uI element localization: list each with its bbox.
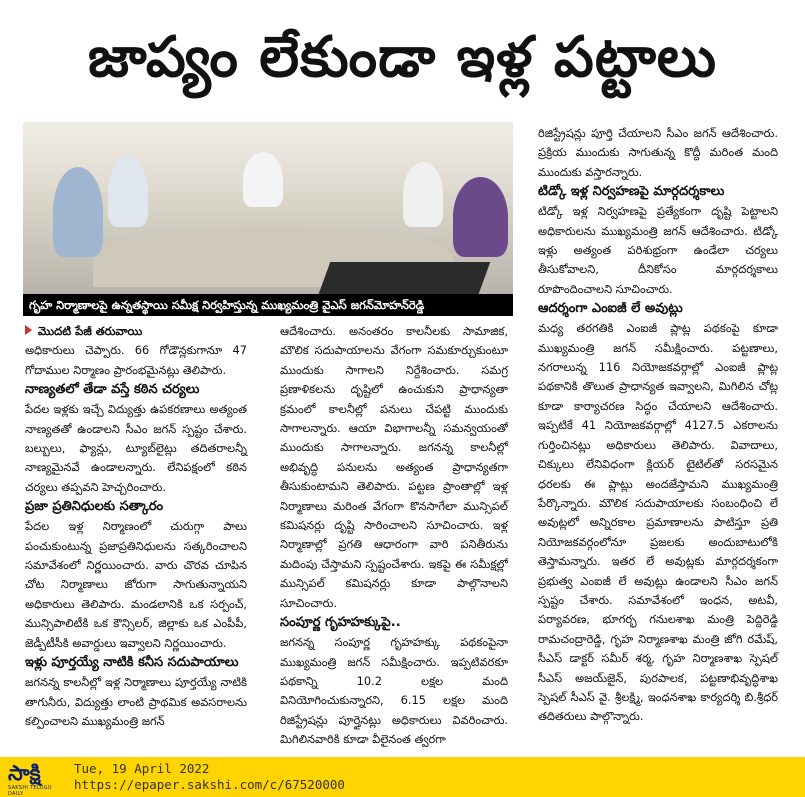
photo-caption: గృహ నిర్మాణాలపై ఉన్నతస్థాయి సమీక్ష నిర్వహిస్తున్న ముఖ్యమంత్రి వైఎస్ జగన్‌మోహన్‌రెడ్డి (23, 294, 513, 316)
paragraph: టిడ్కో ఇళ్ల నిర్వహణపై ప్రత్యేకంగా దృష్టి పెట్టాలని అధికారులను ముఖ్యమంత్రి జగన్ ఆదేశించారు. టిడ్కో ఇళ్లు అత్యంత పరిశుభ్రంగా ఉండేలా చర్యలు తీసుకోవాలని, దీనికోసం మార్గదర్శకాలు రూపొందించాలని సూచించారు. (538, 204, 778, 296)
headline: జాప్యం లేకుండా ఇళ్ల పట్టాలు (88, 25, 717, 90)
photo-person (403, 162, 443, 227)
column-right (538, 124, 778, 727)
photo-person (53, 167, 103, 257)
continued-from-label: మొదటి పేజీ తరువాయి (38, 324, 143, 338)
paragraph: పేదల ఇళ్ల నిర్మాణంలో చురుగ్గా పాలు పంచుకుంటున్న ప్రజాప్రతినిధులను సత్కరించాలని సమావేశంలో నిర్ణయించారు. వారు చొరవ చూపిన చోట నిర్మాణాలు జోరుగా సాగుతున్నాయని అధికారులు తెలిపారు. మండలానికి ఒక సర్పంచ్, మున్సిపాలిటీకి ఒక కౌన్సిలర్, జిల్లాకు ఒక ఎంపీపీ, జెడ్పీటీసీకి అవార్డులు ఇవ్వాలని నిర్ణయించారు. (25, 519, 247, 650)
paragraph: జగనన్న కాలనీల్లో ఇళ్ల నిర్మాణాలు పూర్తయ్యే నాటికి తాగునీరు, విద్యుత్తు లాంటి ప్రాథమిక అవసరాలను కల్పించాలని ముఖ్యమంత్రి జగన్ (25, 675, 247, 728)
footer-bar (0, 757, 805, 797)
subheading: టిడ్కో ఇళ్ల నిర్వహణపై మార్గదర్శకాలు (538, 184, 725, 200)
subheading: ఆదర్శంగా ఎంఐజీ లే అవుట్లు (538, 301, 683, 317)
triangle-right-icon (25, 325, 32, 335)
photo-monitor (316, 262, 491, 294)
paragraph: మధ్య తరగతికి ఎంఐజీ ప్లాట్ల పథకంపై కూడా ముఖ్యమంత్రి జగన్ సమీక్షించారు. పట్టణాలు, నగరాలున్న 116 నియోజకవర్గాల్లో ఎంఐజీ ప్లాట్ల పథకానికి తొలుత ప్రాధాన్యత ఇవ్వాలని, మిగిలిన చోట్ల కూడా కార్యాచరణ సిద్ధం చేయాలని ఆదేశించారు. ఇప్పటికే 41 నియోజకవర్గాల్లో 4127.5 ఎకరాలను గుర్తించినట్లు అధికారులు తెలిపారు. వివాదాలు, చిక్కులు లేనివిధంగా క్లియర్ టైటిల్‌తో సరసమైన ధరలకు ఈ ప్లాట్లు అందజేస్తామని ముఖ్యమంత్రి పేర్కొన్నారు. మౌలిక సదుపాయాలకు సంబంధించి లే అవుట్లలో అన్నిరకాల ప్రమాణాలను పాటిస్తూ ప్రతి నియోజకవర్గంలోనూ ప్రజలకు అందుబాటులోకి తెస్తామన్నారు. ఇతర లే అవుట్లకు మార్గదర్శకంగా ప్రభుత్వ ఎంఐజీ లే అవుట్లు ఉండాలని సీఎం జగన్ స్పష్టం చేశారు. సమావేశంలో ఇంధన, అటవీ, పర్యావరణ, భూగర్భ గనులశాఖ మంత్రి పెద్దిరెడ్డి రామచంద్రారెడ్డి, గృహ నిర్మాణశాఖ మంత్రి జోగి రమేష్, సీఎస్ డాక్టర్ సమీర్ శర్మ, గృహ నిర్మాణశాఖ స్పెషల్ సీఎస్ అజయ్‌జైన్, పురపాలక, పట్టణాభివృద్ధిశాఖ స్పెషల్ సీఎస్ వై. శ్రీలక్ష్మి, ఇంధనశాఖ కార్యదర్శి బి.శ్రీధర్ తదితరులు పాల్గొన్నారు. (538, 321, 778, 724)
subheading: నాణ్యతలో తేడా వస్తే కఠిన చర్యలు (25, 382, 200, 398)
photo-person (453, 177, 508, 257)
meeting-photo (23, 122, 513, 294)
logo-subtext: SAKSHI TELUGU DAILY (8, 785, 52, 797)
subheading: ప్రజా ప్రతినిధులకు సత్కారం (25, 499, 164, 515)
logo-text: సాక్షి (8, 761, 41, 785)
photo-person (108, 157, 148, 227)
paragraph: జగనన్న సంపూర్ణ గృహహక్కు పథకంపైనా ముఖ్యమంత్రి జగన్ సమీక్షించారు. ఇప్పటివరకూ పథకాన్ని 10.2 లక్షల మంది వినియోగించుకున్నారని, 6.15 లక్షల మంది రిజిస్ట్రేషన్లు పూర్తైనట్లు అధికారులు వివరించారు. మిగిలినవారికి కూడా వీలైనంత త్వరగా (280, 635, 508, 747)
paragraph: పేదల ఇళ్లకు ఇచ్చే విద్యుత్తు ఉపకరణాలు అత్యంత నాణ్యతతో ఉండాలని సీఎం జగన్ స్పష్టం చేశారు. బల్బులు, ఫ్యాన్లు, ట్యూబ్‌లైట్లు తదితరాలన్నీ నాణ్యమైనవే ఉండాలన్నారు. లేనిపక్షంలో కఠిన చర్యలు తప్పవని హెచ్చరించారు. (25, 402, 247, 494)
subheading: ఇళ్లు పూర్తయ్యే నాటికి కనీస సదుపాయాలు (25, 655, 239, 671)
publication-date: Tue, 19 April 2022 (74, 761, 210, 776)
paragraph: అధికారులు చెప్పారు. 66 గోడౌన్లకుగానూ 47 గోదాముల నిర్మాణం ప్రారంభమైనట్లు తెలిపారు. (25, 343, 247, 377)
paragraph: రిజిస్ట్రేషన్లు పూర్తి చేయాలని సీఎం జగన్ ఆదేశించారు. ప్రక్రియ ముందుకు సాగుతున్న కొద్దీ మరింత మంది ముందుకు వస్తారన్నారు. (538, 126, 778, 179)
subheading: సంపూర్ణ గృహహక్కుపై.. (280, 615, 401, 631)
continued-from-line (25, 322, 247, 341)
epaper-url[interactable]: https://epaper.sakshi.com/c/67520000 (74, 777, 345, 792)
paragraph: ఆదేశించారు. అనంతరం కాలనీలకు సామాజిక, మౌలిక సదుపాయాలను వేగంగా సమకూర్చుకుంటూ ముందుకు సాగాలని నిర్దేశించారు. సమగ్ర ప్రణాళికలను దృష్టిలో ఉంచుకుని ప్రాధాన్యతా క్రమంలో కాలనీల్లో పనులు చేపట్టి ముందుకు సాగాలన్నారు. ఆయా విభాగాలన్నీ సమన్వయంతో ముందుకు సాగాలన్నారు. జగనన్న కాలనీల్లో అభివృద్ధి పనులను అత్యంత ప్రాధాన్యతగా తీసుకుంటామని తెలిపారు. పట్టణ ప్రాంతాల్లో ఇళ్ల నిర్మాణాలు మరింత వేగంగా కొనసాగేలా మున్సిపల్ కమిషనర్లు దృష్టి సారించాలని సూచించారు. ఇళ్ల నిర్మాణాల్లో ప్రగతి ఆధారంగా వారి పనితీరును మదింపు చేస్తామని స్పష్టంచేశారు. ఇకపై ఈ సమీక్షల్లో మున్సిపల్ కమిషనర్లు కూడా పాల్గొనాలని సూచించారు. (280, 324, 508, 610)
column-left (25, 322, 247, 731)
column-middle (280, 322, 508, 750)
sakshi-logo[interactable] (8, 761, 64, 797)
photo-person (243, 152, 283, 207)
